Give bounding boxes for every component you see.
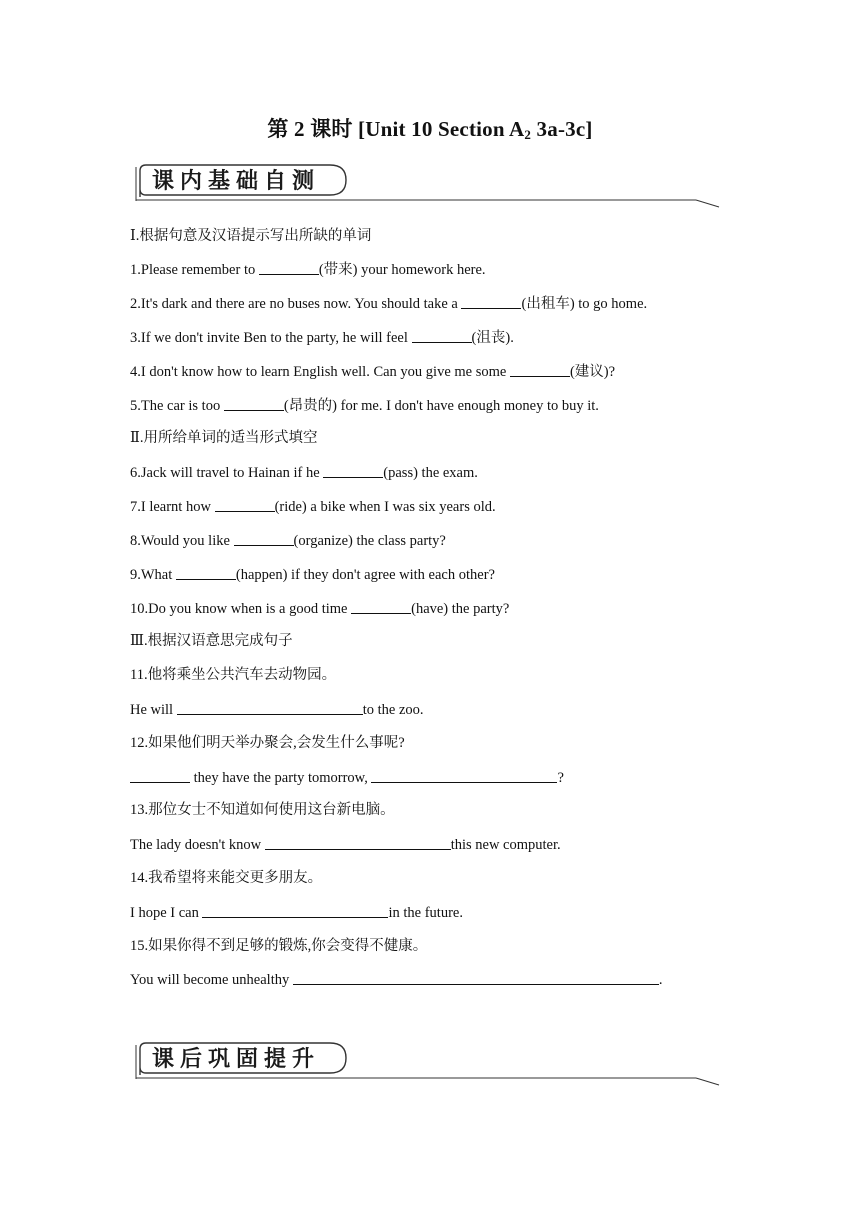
answer-blank[interactable] (461, 294, 521, 309)
question-2: 2.It's dark and there are no buses now. You should take a (出租车) to go home. (130, 296, 648, 312)
question-15-answer: You will become unhealthy . (130, 972, 663, 988)
answer-blank[interactable] (265, 835, 451, 850)
question-1: 1.Please remember to (带来) your homework here. (130, 262, 486, 278)
question-3: 3.If we don't invite Ben to the party, he will feel (沮丧). (130, 330, 514, 346)
question-13-answer: The lady doesn't know this new computer. (130, 837, 561, 853)
part-2-heading: Ⅱ.用所给单词的适当形式填空 (130, 430, 318, 446)
question-4: 4.I don't know how to learn English well. Can you give me some (建议)? (130, 364, 616, 380)
question-5: 5.The car is too (昂贵的) for me. I don't have enough money to buy it. (130, 398, 599, 414)
section-label-consolidation: 课后巩固提升 (152, 1047, 321, 1072)
answer-blank[interactable] (293, 970, 659, 985)
section-banner-consolidation (134, 1039, 724, 1089)
question-14-chinese: 14.我希望将来能交更多朋友。 (130, 870, 323, 886)
question-12-chinese: 12.如果他们明天举办聚会,会发生什么事呢? (130, 735, 405, 751)
question-14-answer: I hope I can in the future. (130, 905, 463, 921)
answer-blank[interactable] (234, 531, 294, 546)
title-tail: 3a-3c] (531, 117, 593, 141)
answer-blank[interactable] (176, 565, 236, 580)
answer-blank[interactable] (224, 396, 284, 411)
answer-blank[interactable] (259, 260, 319, 275)
answer-blank[interactable] (412, 328, 472, 343)
question-12-answer: they have the party tomorrow, ? (130, 768, 564, 787)
question-15-chinese: 15.如果你得不到足够的锻炼,你会变得不健康。 (130, 938, 428, 954)
section-label-basic: 课内基础自测 (152, 169, 321, 194)
section-banner-basic (134, 161, 724, 211)
part-3-heading: Ⅲ.根据汉语意思完成句子 (130, 633, 293, 649)
question-6: 6.Jack will travel to Hainan if he (pass) the exam. (130, 465, 478, 481)
question-9: 9.What (happen) if they don't agree with each other? (130, 567, 495, 583)
answer-blank[interactable] (510, 362, 570, 377)
answer-blank[interactable] (202, 903, 388, 918)
question-13-chinese: 13.那位女士不知道如何使用这台新电脑。 (130, 802, 395, 818)
title-subscript: 2 (524, 127, 532, 142)
question-11-chinese: 11.他将乘坐公共汽车去动物园。 (130, 667, 337, 683)
part-1-heading: Ⅰ.根据句意及汉语提示写出所缺的单词 (130, 228, 372, 244)
answer-blank[interactable] (130, 768, 190, 783)
answer-blank[interactable] (351, 599, 411, 614)
answer-blank[interactable] (323, 463, 383, 478)
answer-blank[interactable] (371, 768, 557, 783)
question-10: 10.Do you know when is a good time (have) the party? (130, 601, 510, 617)
question-8: 8.Would you like (organize) the class party? (130, 533, 446, 549)
page-title (0, 113, 860, 143)
answer-blank[interactable] (177, 700, 363, 715)
question-7: 7.I learnt how (ride) a bike when I was six years old. (130, 499, 496, 515)
title-main: 第 2 课时 [Unit 10 Section A (267, 117, 525, 141)
question-11-answer: He will to the zoo. (130, 702, 424, 718)
answer-blank[interactable] (215, 497, 275, 512)
